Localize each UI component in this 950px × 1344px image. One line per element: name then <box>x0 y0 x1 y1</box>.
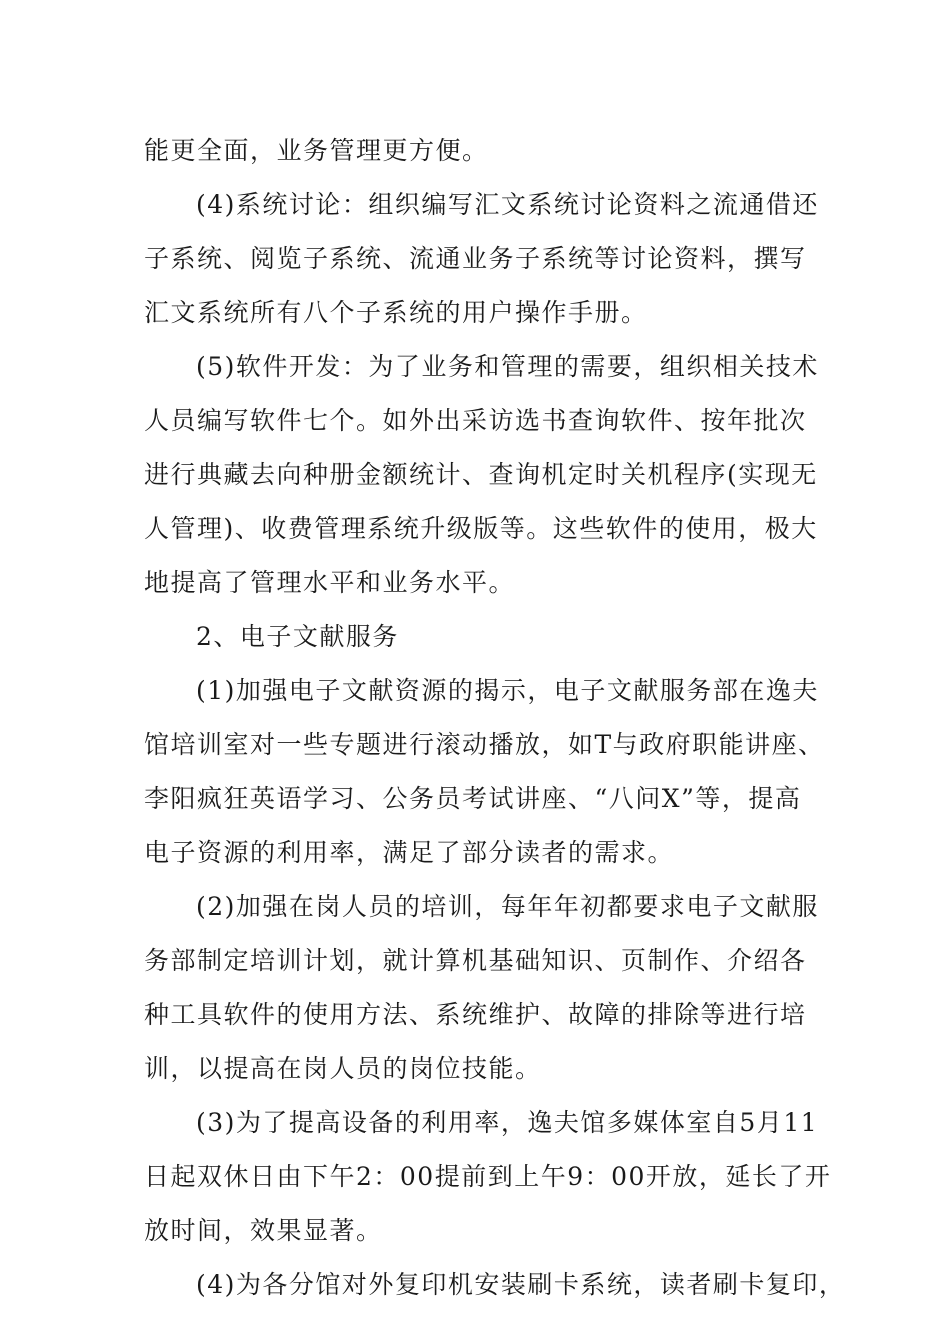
text-line: 人员编写软件七个。如外出采访选书查询软件、按年批次 <box>144 406 807 435</box>
text-line: 放时间，效果显著。 <box>144 1216 383 1245</box>
text-line: 李阳疯狂英语学习、公务员考试讲座、“八问X”等，提高 <box>144 784 802 813</box>
text-line: 进行典藏去向种册金额统计、查询机定时关机程序(实现无 <box>144 460 818 489</box>
text-line: 能更全面，业务管理更方便。 <box>144 136 489 165</box>
text-line: (4)系统讨论：组织编写汇文系统讨论资料之流通借还 <box>196 190 819 219</box>
text-line: 汇文系统所有八个子系统的用户操作手册。 <box>144 298 648 327</box>
document-body <box>144 124 846 1312</box>
text-line: (5)软件开发：为了业务和管理的需要，组织相关技术 <box>196 352 819 381</box>
text-line: 馆培训室对一些专题进行滚动播放，如T与政府职能讲座、 <box>144 730 825 759</box>
text-line: (2)加强在岗人员的培训，每年年初都要求电子文献服 <box>196 892 819 921</box>
text-line: (3)为了提高设备的利用率，逸夫馆多媒体室自5月11 <box>196 1108 819 1137</box>
text-line: 人管理)、收费管理系统升级版等。这些软件的使用，极大 <box>144 514 818 543</box>
text-line: 务部制定培训计划，就计算机基础知识、页制作、介绍各 <box>144 946 807 975</box>
text-line: 电子资源的利用率，满足了部分读者的需求。 <box>144 838 675 867</box>
text-line: 训，以提高在岗人员的岗位技能。 <box>144 1054 542 1083</box>
text-line: 地提高了管理水平和业务水平。 <box>144 568 516 597</box>
text-line: 日起双休日由下午2：00提前到上午9：00开放，延长了开 <box>144 1162 832 1191</box>
text-line: 种工具软件的使用方法、系统维护、故障的排除等进行培 <box>144 1000 807 1029</box>
text-line: 子系统、阅览子系统、流通业务子系统等讨论资料，撰写 <box>144 244 807 273</box>
text-line: (1)加强电子文献资源的揭示，电子文献服务部在逸夫 <box>196 676 819 705</box>
text-line: (4)为各分馆对外复印机安装刷卡系统，读者刷卡复印， <box>196 1270 846 1299</box>
section-heading: 2、电子文献服务 <box>196 622 399 651</box>
